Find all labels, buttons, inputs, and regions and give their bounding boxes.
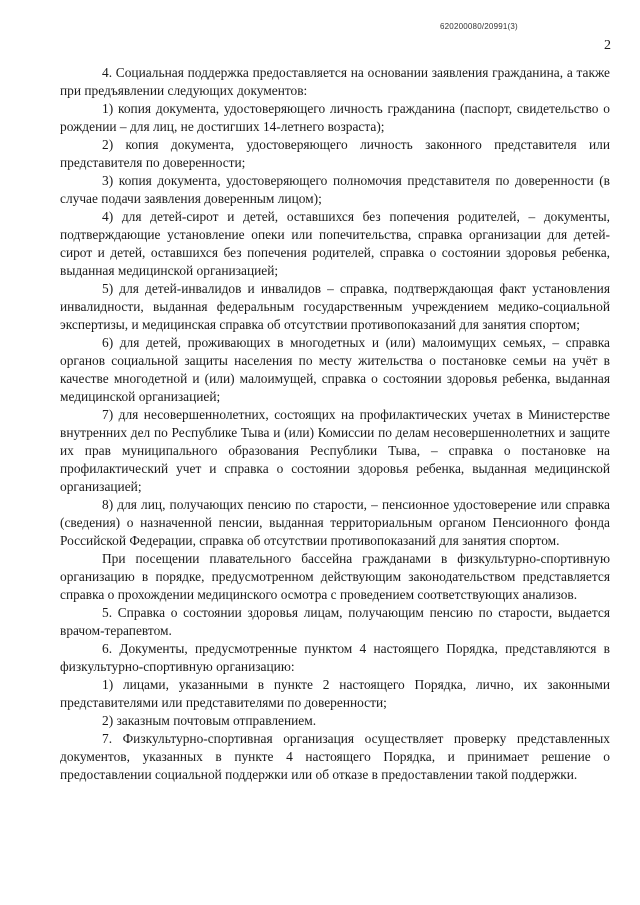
paragraph: При посещении плавательного бассейна гражданами в физкультурно-спортивную организацию в порядке, предусмотренном действующим законодательством представляется справка о прохождении медицинского осмотра с проведением соответствующих анализов.: [60, 551, 610, 602]
document-body: [60, 64, 610, 784]
paragraph: 4) для детей-сирот и детей, оставшихся без попечения родителей, – документы, подтверждающие установление опеки или попечительства, справка организации для детей-сирот и детей, оставшихся без попечения родителей, справка о состоянии здоровья ребенка, выданная медицинской организацией;: [60, 209, 610, 278]
paragraph: 6. Документы, предусмотренные пунктом 4 настоящего Порядка, представляются в физкультурно-спортивную организацию:: [60, 641, 610, 674]
paragraph: 1) лицами, указанными в пункте 2 настоящего Порядка, лично, их законными представителями или представителями по доверенности;: [60, 677, 610, 710]
paragraph: 7. Физкультурно-спортивная организация осуществляет проверку представленных документов, указанных в пункте 4 настоящего Порядка, и принимает решение о предоставлении социальной поддержки или об отказе в предоставлении такой поддержки.: [60, 731, 610, 782]
paragraph: 5) для детей-инвалидов и инвалидов – справка, подтверждающая факт установления инвалидности, выданная федеральным государственным учреждением медико-социальной экспертизы, и медицинская справка об отсутствии противопоказаний для занятия спортом;: [60, 281, 610, 332]
paragraph: 8) для лиц, получающих пенсию по старости, – пенсионное удостоверение или справка (сведения) о назначенной пенсии, выданная территориальным органом Пенсионного фонда Российской Федерации, справка об отсутствии противопоказаний для занятия спортом.: [60, 497, 610, 548]
paragraph: 3) копия документа, удостоверяющего полномочия представителя по доверенности (в случае подачи заявления доверенным лицом);: [60, 173, 610, 206]
document-number: 620200080/20991(3): [440, 22, 518, 31]
page-number: 2: [604, 38, 611, 53]
paragraph: 1) копия документа, удостоверяющего личность гражданина (паспорт, свидетельство о рождении – для лиц, не достигших 14-летнего возраста);: [60, 101, 610, 134]
paragraph: 5. Справка о состоянии здоровья лицам, получающим пенсию по старости, выдается врачом-терапевтом.: [60, 605, 610, 638]
paragraph: 2) заказным почтовым отправлением.: [102, 713, 317, 728]
paragraph: 2) копия документа, удостоверяющего личность законного представителя или представителя по доверенности;: [60, 137, 610, 170]
paragraph: 6) для детей, проживающих в многодетных и (или) малоимущих семьях, – справка органов социальной защиты населения по месту жительства о постановке семьи на учёт в качестве многодетной и (или) малоимущей, справка о состоянии здоровья ребенка, выданная медицинской организацией;: [60, 335, 610, 404]
paragraph: 4. Социальная поддержка предоставляется на основании заявления гражданина, а также при предъявлении следующих документов:: [60, 65, 610, 98]
paragraph: 7) для несовершеннолетних, состоящих на профилактических учетах в Министерстве внутренних дел по Республике Тыва и (или) Комиссии по делам несовершеннолетних и защите их прав муниципального образования Республики Тыва, – справка о постановке на профилактический учет и справка о состоянии здоровья ребенка, выданная медицинской организацией;: [60, 407, 610, 494]
